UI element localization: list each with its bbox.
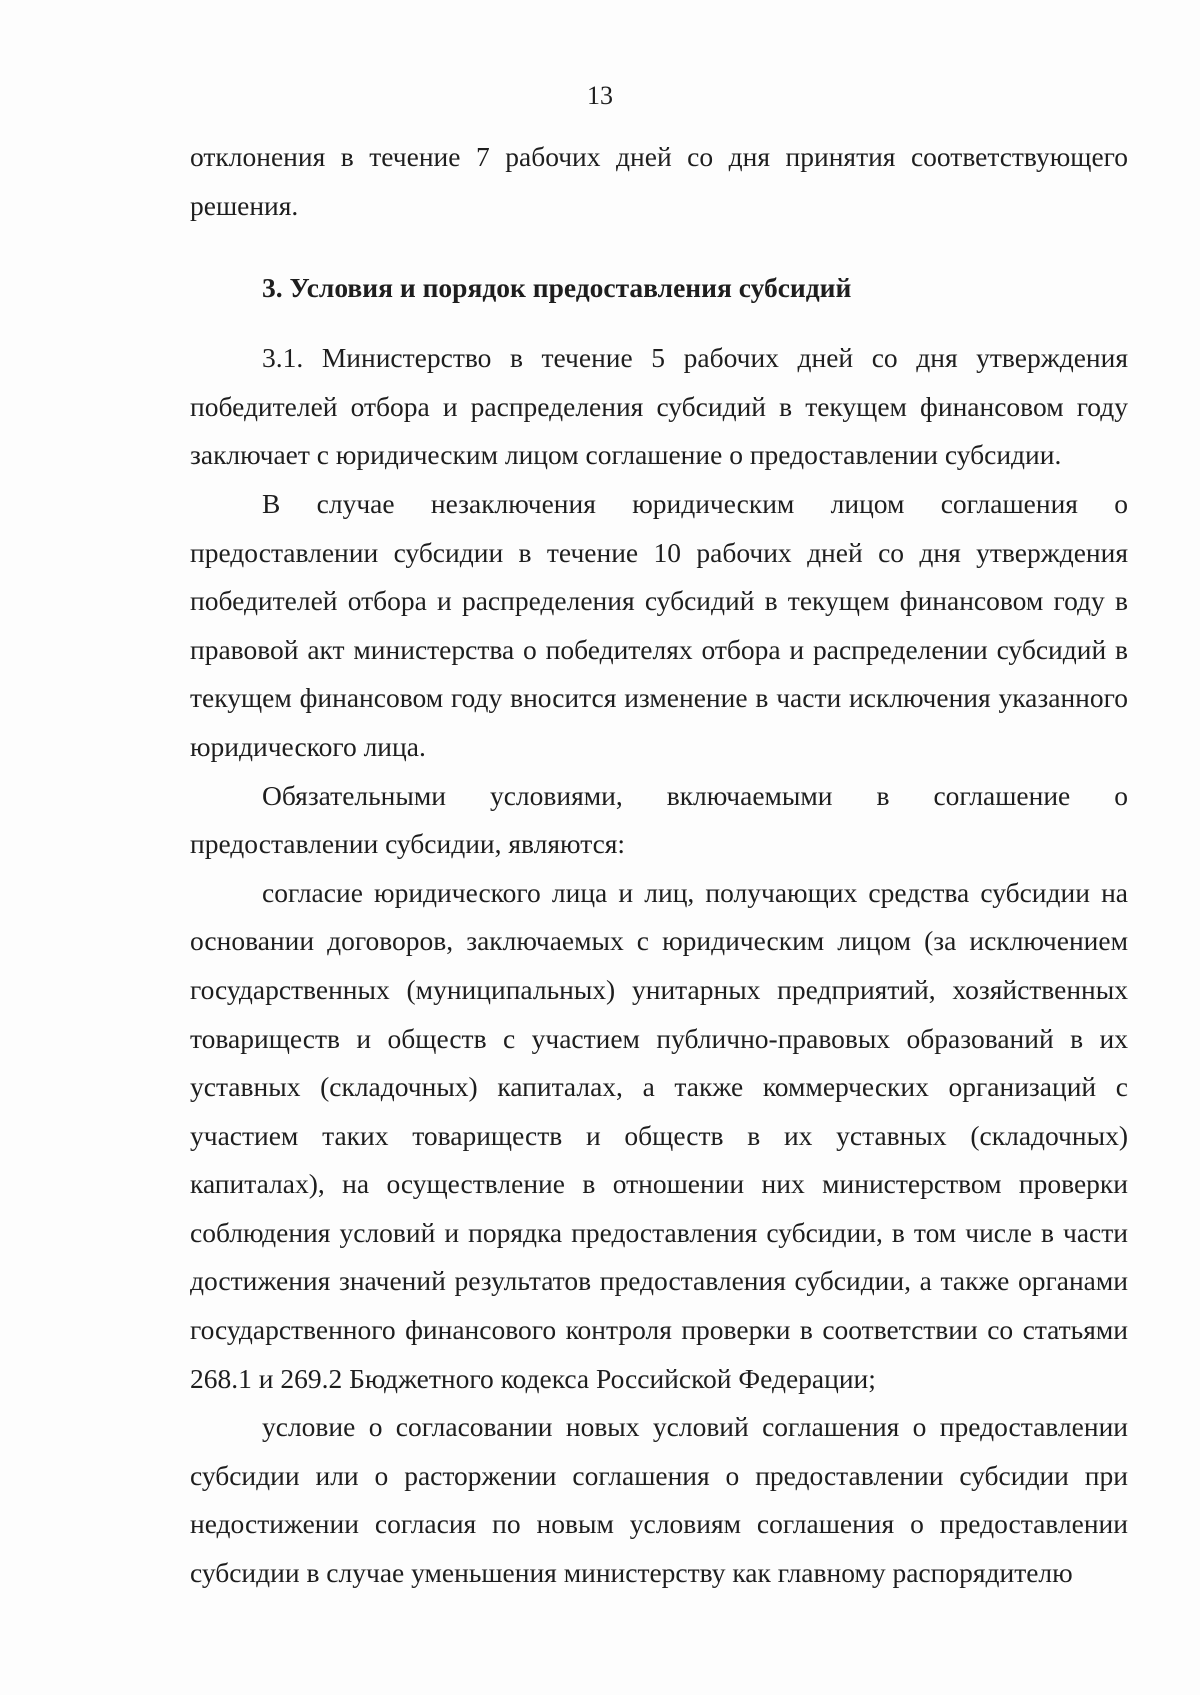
paragraph-consent: согласие юридического лица и лиц, получающих средства субсидии на основании договоров, заключаемых с юридическим лицом (за исключением государственных (муниципальных) унитарных предприятий, хозяйственных товариществ и обществ с участием публично-правовых образований в их уставных (складочных) капиталах, а также коммерческих организаций с участием таких товариществ и обществ в их уставных (складочных) капиталах), на осуществление в отношении них министерством проверки соблюдения условий и порядка предоставления субсидии, в том числе в части достижения значений результатов предоставления субсидии, а также органами государственного финансового контроля проверки в соответствии со статьями 268.1 и 269.2 Бюджетного кодекса Российской Федерации; [190, 876, 1128, 1394]
paragraph-non-conclusion: В случае незаключения юридическим лицом соглашения о предоставлении субсидии в течение 10 рабочих дней со дня утверждения победителей отбора и распределения субсидий в текущем финансовом году в правовой акт министерства о победителях отбора и распределении субсидий в текущем финансовом году вносится изменение в части исключения указанного юридического лица. [190, 487, 1128, 762]
paragraph-3-1: 3.1. Министерство в течение 5 рабочих дней со дня утверждения победителей отбора и распределения субсидий в текущем финансовом году заключает с юридическим лицом соглашение о предоставлении субсидии. [190, 342, 1128, 471]
paragraph-mandatory-conditions: Обязательными условиями, включаемыми в соглашение о предоставлении субсидии, являются: [190, 779, 1128, 860]
section-heading: 3. Условия и порядок предоставления субсидий [262, 272, 852, 304]
paragraph-new-conditions: условие о согласовании новых условий соглашения о предоставлении субсидии или о расторжении соглашения о предоставлении субсидии при недостижении согласия по новым условиям соглашения о предоставлении субсидии в случае уменьшения министерству как главному распорядителю [190, 1411, 1128, 1589]
page-number: 13 [587, 81, 613, 110]
document-body [190, 133, 1128, 1598]
intro-paragraph: отклонения в течение 7 рабочих дней со дня принятия соответствующего решения. [190, 141, 1128, 221]
